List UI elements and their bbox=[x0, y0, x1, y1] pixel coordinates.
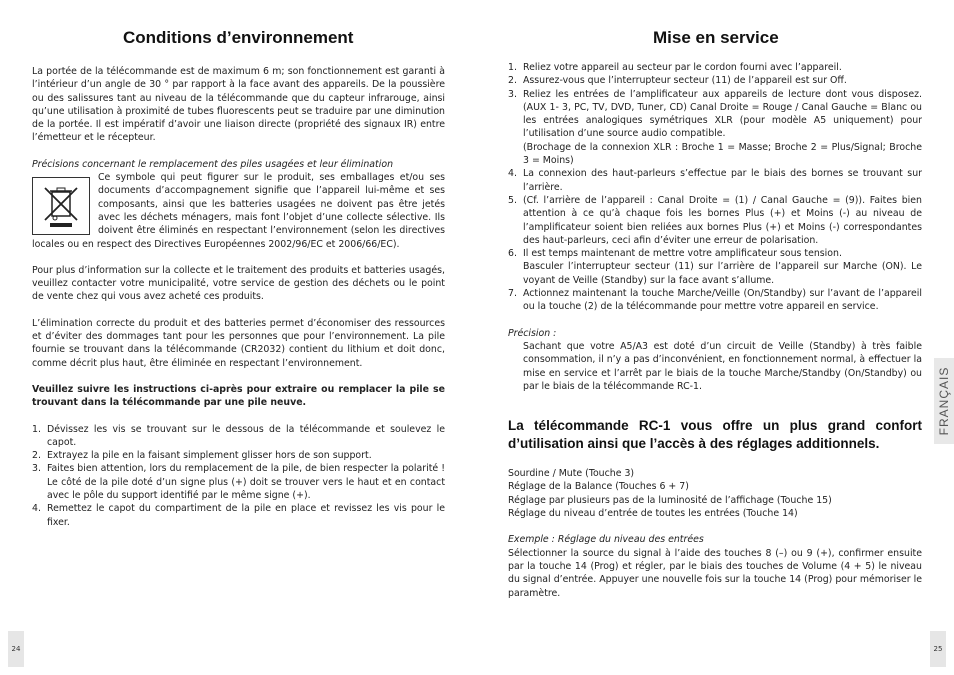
right-column bbox=[508, 61, 922, 600]
battery-instruction: Veuillez suivre les instructions ci-après pour extraire ou remplacer la pile se trouvant dans la télécommande par une pile neuve. bbox=[32, 383, 445, 409]
list-item: 7. Actionnez maintenant la touche Marche/Veille (On/Standby) sur l’avant de l’appareil ou la touche (2) de la télécommande pour mettre votre appareil en service. bbox=[508, 288, 922, 313]
right-page bbox=[477, 0, 954, 675]
page-number: 24 bbox=[8, 631, 24, 667]
feature-item: Réglage par plusieurs pas de la luminosité de l’affichage (Touche 15) bbox=[508, 494, 832, 506]
list-item: 3. Reliez les entrées de l’amplificateur aux appareils de lecture dont vous disposez. (AUX 1- 3, PC, TV, DVD, Tuner, CD) Canal Droite = Rouge / Canal Gauche = Blanc ou les entrées analogiques symétriques XLR (pour modèle A5 uniquement) pour l’utilisation d’une source audio compatible. (Brochage de la connexion XLR : Broche 1 = Masse; Broche 2 = Plus/Signal; Broche 3 = Moins) bbox=[508, 88, 922, 167]
feature-item: Sourdine / Mute (Touche 3) bbox=[508, 468, 635, 480]
batteries-heading: Précisions concernant le remplacement des piles usagées et leur élimination bbox=[32, 158, 394, 170]
left-column bbox=[32, 65, 445, 529]
precision-label: Précision : bbox=[508, 327, 557, 339]
list-item: 5. (Cf. l’arrière de l’appareil : Canal Droite = (1) / Canal Gauche = (9)). Faites bien attention à ce qu’à chaque fois les bornes Plus (+) et Moins (-) au niveau de l’amplificateur soient bien reliées aux bornes Plus (+) et Moins (-) correspondantes des haut-parleurs, ceci afin d’éviter une erreur de polarisation. bbox=[508, 194, 922, 246]
weee-paragraph: Ce symbole qui peut figurer sur le produit, ses emballages et/ou ses documents d’accompagnement signifie que l’appareil lui-même et ses composants, ainsi que les batteries usagées ne doivent pas être jetés avec les déchets ménagers, mais font l’objet d’une collecte sélective. Ils doivent être éliminés en respectant l’environnement (selon les directives locales ou en respect des Directives Européennes 2002/96/EC et 2006/66/EC). bbox=[32, 172, 445, 250]
disposal-paragraph: L’élimination correcte du produit et des batteries permet d’économiser des ressources et d’éviter des dommages tant pour les personnes que pour l’environnement. La pile fournie se trouvant dans la télécommande (CR2032) contient du lithium et doit donc, comme décrit plus haut, être éliminée en respectant l’environnement. bbox=[32, 317, 445, 369]
collection-paragraph: Pour plus d’information sur la collecte et le traitement des produits et batteries usagés, veuillez contacter votre municipalité, votre service de gestion des déchets ou le point de vente chez qui vous avez acheté ces produits. bbox=[32, 264, 445, 303]
page-title: Conditions d’environnement bbox=[123, 28, 354, 47]
list-item: 2. Extrayez la pile en la faisant simplement glisser hors de son support. bbox=[32, 450, 372, 462]
precision-paragraph: Sachant que votre A5/A3 est doté d’un circuit de Veille (Standby) à très faible consommation, il n’y a pas d’inconvénient, en fonctionnement normal, à effectuer la mise en service et l’arrêt par le biais de la touche Marche/Standby (On/Standby) ou par le biais de la télécommande RC-1. bbox=[523, 340, 922, 392]
page-number: 25 bbox=[930, 631, 946, 667]
list-item: 2. Assurez-vous que l’interrupteur secteur (11) de l’appareil est sur Off. bbox=[508, 75, 847, 87]
list-item: 4. Remettez le capot du compartiment de la pile en place et revissez les vis pour le fixer. bbox=[32, 503, 445, 528]
battery-steps-list bbox=[32, 423, 445, 529]
setup-steps-list bbox=[508, 61, 922, 314]
feature-item: Réglage de la Balance (Touches 6 + 7) bbox=[508, 481, 689, 493]
section-subtitle: La télécommande RC-1 vous offre un plus grand confort d’utilisation ainsi que l’accès à des réglages additionnels. bbox=[508, 418, 922, 452]
range-paragraph: La portée de la télécommande est de maximum 6 m; son fonctionnement est garanti à l’intérieur d’un angle de 30 ° par rapport à la face avant des appareils. De la poussière ou des salissures tant au niveau de la télécommande que du capteur infrarouge, ainsi qu’une utilisation à proximité de tubes fluorescents peut se traduire par une diminution de la portée. Il est impératif d’avoir une liaison directe (propriété des signaux IR) entre l’émetteur et le récepteur. bbox=[32, 66, 445, 144]
list-item: 1. Reliez votre appareil au secteur par le cordon fourni avec l’appareil. bbox=[508, 62, 842, 73]
feature-item: Réglage du niveau d’entrée de toutes les entrées (Touche 14) bbox=[508, 508, 798, 520]
example-label: Exemple : Réglage du niveau des entrées bbox=[508, 534, 704, 546]
list-item: 4. La connexion des haut-parleurs s’effectue par le biais des bornes se trouvant sur l’arrière. bbox=[508, 168, 922, 193]
list-item: 1. Dévissez les vis se trouvant sur le dessous de la télécommande et soulevez le capot. bbox=[32, 423, 445, 448]
crossed-out-wheelie-bin-icon bbox=[32, 177, 90, 235]
weee-block bbox=[32, 171, 445, 251]
page-title: Mise en service bbox=[653, 28, 779, 47]
language-tab: FRANÇAIS bbox=[934, 358, 954, 444]
list-item: 6. Il est temps maintenant de mettre votre amplificateur sous tension. Basculer l’interrupteur secteur (11) sur l’arrière de l’appareil sur Marche (ON). Le voyant de Veille (Standby) sur la face avant s’allume. bbox=[508, 248, 922, 286]
example-paragraph: Sélectionner la source du signal à l’aide des touches 8 (–) ou 9 (+), confirmer ensuite par la touche 14 (Prog) et régler, par le biais des touches de Volume (4 + 5) le niveau du signal d’entrée. Appuyer une nouvelle fois sur la touche 14 (Prog) pour mémoriser le paramètre. bbox=[508, 547, 922, 599]
list-item: 3. Faites bien attention, lors du remplacement de la pile, de bien respecter la polarité ! Le côté de la pile doté d’un signe plus (+) doit se trouver vers le haut et en contact avec le pôle du support identifié par le même signe (+). bbox=[32, 463, 445, 502]
